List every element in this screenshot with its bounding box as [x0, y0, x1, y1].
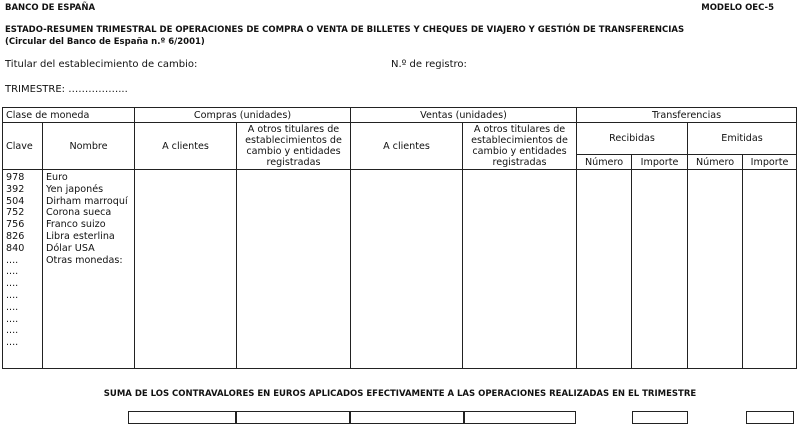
sum-ventas-clientes-box[interactable]: [350, 411, 464, 424]
compras-otros-cell[interactable]: [237, 170, 351, 369]
sum-compras-otros-box[interactable]: [236, 411, 350, 424]
emitidas-importe-cell[interactable]: [743, 170, 797, 369]
compras-clientes-cell[interactable]: [135, 170, 237, 369]
currency-code: 752: [6, 207, 25, 219]
sum-emitidas-importe-box[interactable]: [746, 411, 794, 424]
sum-compras-clientes-box[interactable]: [128, 411, 236, 424]
form-subtitle: (Circular del Banco de España n.º 6/2001): [5, 37, 205, 47]
clave-header: Clave: [3, 123, 43, 170]
recibidas-header: Recibidas: [577, 123, 688, 155]
codes-column: [3, 170, 43, 369]
transferencias-header: Transferencias: [577, 108, 797, 123]
ventas-otros-cell[interactable]: [463, 170, 577, 369]
emitidas-numero-cell[interactable]: [688, 170, 743, 369]
currency-code: 826: [6, 230, 25, 242]
ventas-clientes-header: A clientes: [351, 123, 463, 170]
emitidas-importe-header: Importe: [743, 155, 797, 170]
clase-moneda-header: Clase de moneda: [3, 108, 135, 123]
sum-ventas-otros-box[interactable]: [464, 411, 576, 424]
currency-code: 756: [6, 219, 25, 231]
currency-name: Libra esterlina: [46, 230, 115, 242]
registro-label: N.º de registro:: [391, 59, 467, 70]
currency-code: ....: [6, 278, 19, 290]
currency-code: 392: [6, 183, 25, 195]
recibidas-numero-header: Número: [577, 155, 632, 170]
currency-name: Franco suizo: [46, 219, 106, 231]
recibidas-importe-cell[interactable]: [632, 170, 688, 369]
form-title: ESTADO-RESUMEN TRIMESTRAL DE OPERACIONES DE COMPRA O VENTA DE BILLETES Y CHEQUES DE VIAJERO Y GESTIÓN DE TRANSFERENCIAS: [5, 25, 685, 35]
currency-name: Dirham marroquí: [46, 195, 128, 207]
operations-table: [2, 107, 797, 369]
sum-recibidas-importe-box[interactable]: [632, 411, 688, 424]
summary-title: SUMA DE LOS CONTRAVALORES EN EUROS APLICADOS EFECTIVAMENTE A LAS OPERACIONES REALIZADAS EN EL TRIMESTRE: [103, 389, 697, 399]
currency-code: ....: [6, 301, 19, 313]
currency-code: ....: [6, 266, 19, 278]
currency-code: 840: [6, 242, 25, 254]
ventas-clientes-cell[interactable]: [351, 170, 463, 369]
issuer-name: BANCO DE ESPAÑA: [5, 3, 96, 13]
currency-code: ....: [6, 254, 19, 266]
emitidas-numero-header: Número: [688, 155, 743, 170]
compras-header: Compras (unidades): [135, 108, 351, 123]
currency-code: ....: [6, 313, 19, 325]
currency-name: Dólar USA: [46, 242, 95, 254]
emitidas-header: Emitidas: [688, 123, 797, 155]
currency-code: 978: [6, 172, 25, 183]
currency-code: 504: [6, 195, 25, 207]
currency-name: Otras monedas:: [46, 254, 123, 266]
currency-name: Euro: [46, 172, 68, 183]
ventas-header: Ventas (unidades): [351, 108, 577, 123]
currency-code: ....: [6, 289, 19, 301]
ventas-otros-header: A otros titulares de establecimientos de cambio y entidades registradas: [463, 123, 577, 170]
names-column: [43, 170, 135, 369]
currency-name: Yen japonés: [46, 183, 104, 195]
form-model: MODELO OEC-5: [701, 3, 774, 13]
currency-name: Corona sueca: [46, 207, 112, 219]
compras-otros-header: A otros titulares de establecimientos de cambio y entidades registradas: [237, 123, 351, 170]
currency-code: ....: [6, 325, 19, 337]
titular-label: Titular del establecimiento de cambio:: [5, 59, 198, 70]
trimestre-label: TRIMESTRE: ……………...: [5, 84, 128, 95]
recibidas-importe-header: Importe: [632, 155, 688, 170]
nombre-header: Nombre: [43, 123, 135, 170]
currency-code: ....: [6, 337, 19, 349]
recibidas-numero-cell[interactable]: [577, 170, 632, 369]
compras-clientes-header: A clientes: [135, 123, 237, 170]
